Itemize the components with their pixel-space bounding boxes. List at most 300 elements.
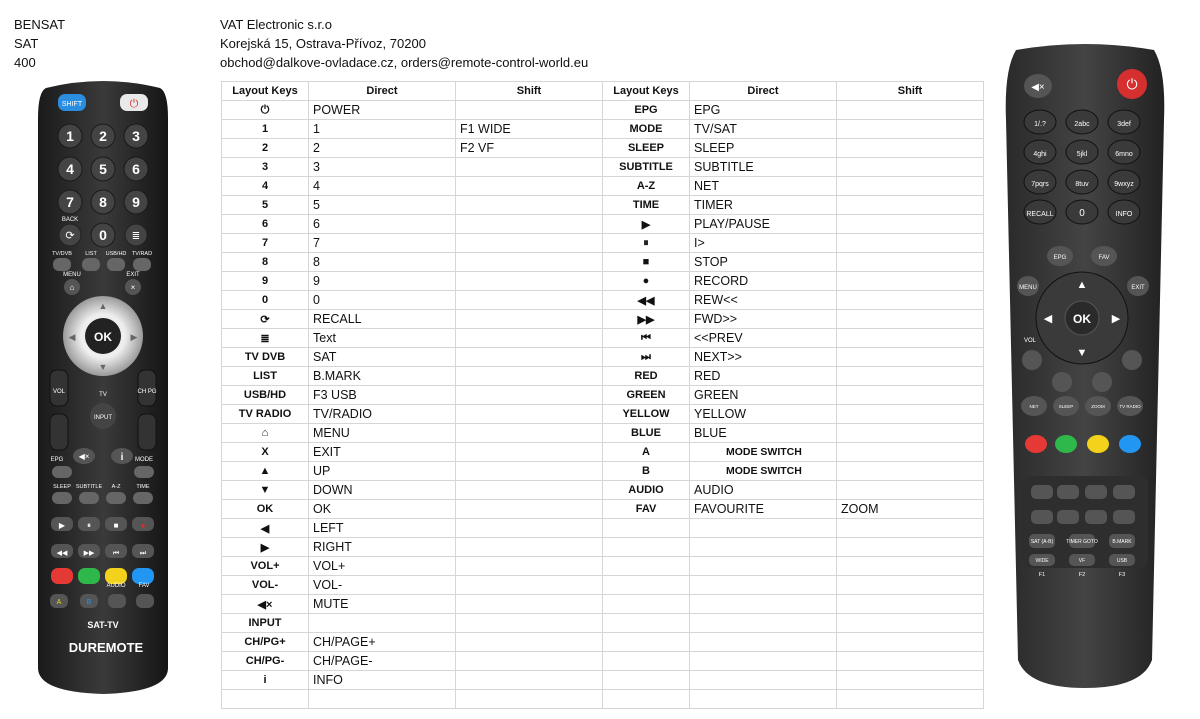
layout-key-cell	[603, 633, 690, 652]
shift-cell	[837, 196, 984, 215]
layout-key-cell	[603, 595, 690, 614]
layout-key-cell	[603, 576, 690, 595]
function-key	[53, 258, 71, 271]
vol-up-button	[1022, 350, 1042, 370]
layout-key-cell: ▶	[603, 215, 690, 234]
shift-cell	[456, 215, 603, 234]
direct-cell: 7	[309, 234, 456, 253]
shift-cell	[456, 291, 603, 310]
function-label: TV/RAD	[131, 251, 153, 257]
power-icon: ⏻	[129, 98, 139, 110]
key-label: INFO	[1115, 211, 1133, 218]
shift-cell: ZOOM	[837, 500, 984, 519]
shift-cell	[456, 500, 603, 519]
key-label: RECALL	[1026, 211, 1054, 218]
company-address: Korejská 15, Ostrava-Přívoz, 70200	[220, 36, 426, 51]
layout-key-cell	[222, 690, 309, 709]
epg-label: EPG	[50, 457, 64, 463]
table-row	[222, 386, 984, 405]
power-icon: ⏻	[1126, 76, 1138, 92]
direct-cell: AUDIO	[690, 481, 837, 500]
shift-cell	[837, 310, 984, 329]
digit-label: 0	[99, 227, 107, 243]
col-header: Direct	[309, 82, 456, 101]
shift-cell: F1 WIDE	[456, 120, 603, 139]
blue-key	[1119, 435, 1141, 453]
layout-key-cell: 6	[222, 215, 309, 234]
table-row	[222, 443, 984, 462]
direct-cell: 6	[309, 215, 456, 234]
layout-key-cell: 2	[222, 139, 309, 158]
shift-cell	[837, 652, 984, 671]
table-row	[222, 519, 984, 538]
table-header-row	[222, 82, 984, 101]
layout-key-cell: GREEN	[603, 386, 690, 405]
media-icon: ▶▶	[83, 550, 95, 557]
ok-label: OK	[94, 330, 112, 344]
key-label: 4ghi	[1033, 151, 1047, 158]
table-row	[222, 557, 984, 576]
layout-key-cell: INPUT	[222, 614, 309, 633]
layout-key-cell	[603, 652, 690, 671]
yellow-key	[105, 568, 127, 584]
left-arrow-icon: ◀	[1043, 313, 1053, 325]
header-left	[14, 15, 65, 72]
media-icon: ●	[140, 521, 146, 530]
digit-label: 2	[99, 128, 107, 144]
bottom-key-label: SAT (A-B)	[1030, 539, 1054, 545]
shift-cell	[456, 652, 603, 671]
media-key	[1057, 485, 1079, 499]
direct-cell: BLUE	[690, 424, 837, 443]
b-key-label: B	[86, 599, 92, 606]
function-label: ZOOM	[1091, 404, 1105, 409]
mode-key	[134, 466, 154, 478]
direct-cell	[690, 652, 837, 671]
direct-cell	[309, 690, 456, 709]
vol-down-key	[50, 414, 68, 450]
table-row	[222, 234, 984, 253]
direct-cell: 2	[309, 139, 456, 158]
subtitle-key	[79, 492, 99, 504]
direct-cell: VOL-	[309, 576, 456, 595]
key-mapping-table	[221, 81, 984, 709]
digit-label: 1	[66, 128, 74, 144]
layout-key-cell: ◀	[222, 519, 309, 538]
table-row	[222, 595, 984, 614]
direct-cell: EPG	[690, 101, 837, 120]
shift-cell	[456, 158, 603, 177]
green-key	[1055, 435, 1077, 453]
direct-cell: GREEN	[690, 386, 837, 405]
direct-cell	[690, 576, 837, 595]
input-label: INPUT	[94, 415, 112, 421]
key-label: 8tuv	[1075, 181, 1089, 188]
direct-cell	[690, 614, 837, 633]
az-label: A-Z	[111, 484, 121, 490]
shift-cell	[456, 348, 603, 367]
down-arrow-icon: ▼	[1076, 347, 1088, 359]
table-row	[222, 158, 984, 177]
vol-label: VOL	[1023, 338, 1037, 344]
direct-cell: RECORD	[690, 272, 837, 291]
text-icon: ≣	[131, 231, 141, 242]
layout-key-cell: LIST	[222, 367, 309, 386]
digit-label: 5	[99, 161, 107, 177]
col-header: Direct	[690, 82, 837, 101]
f-key-label: F3	[1118, 572, 1126, 578]
direct-cell: MUTE	[309, 595, 456, 614]
table-row	[222, 101, 984, 120]
ch-label: CH PG	[137, 389, 157, 395]
media-icon: ⏮	[112, 550, 120, 557]
shift-cell	[837, 595, 984, 614]
key-label: 5jkl	[1076, 151, 1088, 158]
direct-cell: NET	[690, 177, 837, 196]
layout-key-cell	[603, 690, 690, 709]
direct-cell: 5	[309, 196, 456, 215]
table-row	[222, 405, 984, 424]
direct-cell: MODE SWITCH	[690, 462, 837, 481]
direct-cell: 8	[309, 253, 456, 272]
direct-cell: FWD>>	[690, 310, 837, 329]
close-icon: ×	[130, 283, 136, 292]
col-header: Layout Keys	[603, 82, 690, 101]
direct-cell: DOWN	[309, 481, 456, 500]
brand-name: BENSAT	[14, 17, 66, 32]
direct-cell: SUBTITLE	[690, 158, 837, 177]
direct-cell: 0	[309, 291, 456, 310]
device-type: SAT	[14, 36, 39, 51]
direct-cell: B.MARK	[309, 367, 456, 386]
shift-cell	[837, 101, 984, 120]
shift-label: SHIFT	[61, 101, 83, 108]
layout-key-cell: ⌂	[222, 424, 309, 443]
right-arrow-icon: ▶	[130, 332, 138, 342]
media-key	[1085, 510, 1107, 524]
shift-cell	[837, 405, 984, 424]
layout-key-cell: ⏸	[603, 234, 690, 253]
shift-cell	[837, 291, 984, 310]
layout-key-cell: 0	[222, 291, 309, 310]
layout-key-cell: TIME	[603, 196, 690, 215]
ch-down-key	[138, 414, 156, 450]
bottom-key-label: USB	[1116, 558, 1128, 564]
layout-key-cell: VOL+	[222, 557, 309, 576]
direct-cell: MENU	[309, 424, 456, 443]
layout-key-cell: 7	[222, 234, 309, 253]
table-row	[222, 424, 984, 443]
function-key	[107, 258, 125, 271]
shift-cell	[837, 367, 984, 386]
table-row	[222, 253, 984, 272]
direct-cell: <<PREV	[690, 329, 837, 348]
red-key	[1025, 435, 1047, 453]
vol-label: VOL	[52, 389, 66, 395]
layout-key-cell: EPG	[603, 101, 690, 120]
mode-label: MODE	[135, 457, 153, 463]
layout-key-cell: ▶▶	[603, 310, 690, 329]
shift-cell	[456, 576, 603, 595]
bottom-key-label: WIDE	[1035, 558, 1049, 564]
layout-key-cell: 4	[222, 177, 309, 196]
direct-cell: STOP	[690, 253, 837, 272]
function-label: TV/DVB	[52, 251, 72, 257]
shift-cell	[456, 633, 603, 652]
direct-cell: TV/RADIO	[309, 405, 456, 424]
layout-key-cell: X	[222, 443, 309, 462]
media-key	[1031, 510, 1053, 524]
layout-key-cell: YELLOW	[603, 405, 690, 424]
table-row	[222, 272, 984, 291]
function-key	[133, 258, 151, 271]
ch-down-button	[1092, 372, 1112, 392]
fav-label: FAV	[138, 583, 150, 589]
direct-cell	[690, 671, 837, 690]
blue-key	[132, 568, 154, 584]
direct-cell	[690, 595, 837, 614]
shift-cell	[456, 310, 603, 329]
epg-label: EPG	[1053, 255, 1067, 261]
up-arrow-icon: ▲	[1076, 279, 1088, 291]
table-row	[222, 500, 984, 519]
shift-cell	[837, 348, 984, 367]
layout-key-cell: TV DVB	[222, 348, 309, 367]
back-label: BACK	[61, 217, 79, 223]
sleep-key	[52, 492, 72, 504]
direct-cell: VOL+	[309, 557, 456, 576]
layout-key-cell: 1	[222, 120, 309, 139]
shift-cell	[837, 576, 984, 595]
left-arrow-icon: ◀	[68, 332, 76, 342]
digit-label: 6	[132, 161, 140, 177]
direct-cell: RECALL	[309, 310, 456, 329]
time-label: TIME	[136, 484, 150, 490]
layout-key-cell: AUDIO	[603, 481, 690, 500]
shift-cell	[456, 595, 603, 614]
media-key	[1113, 485, 1135, 499]
direct-cell: NEXT>>	[690, 348, 837, 367]
exit-label: EXIT	[126, 272, 140, 278]
layout-key-cell: 8	[222, 253, 309, 272]
direct-cell	[690, 519, 837, 538]
shift-cell	[456, 234, 603, 253]
a-key-label: A	[56, 599, 62, 606]
shift-cell	[837, 329, 984, 348]
company-emails: obchod@dalkove-ovladace.cz, orders@remote-control-world.eu	[220, 55, 589, 70]
direct-cell: SAT	[309, 348, 456, 367]
key-label: 0	[1079, 208, 1085, 219]
layout-key-cell: ■	[603, 253, 690, 272]
direct-cell: LEFT	[309, 519, 456, 538]
layout-key-cell: ▶	[222, 538, 309, 557]
shift-cell	[456, 424, 603, 443]
direct-cell: 3	[309, 158, 456, 177]
ok-label: OK	[1073, 312, 1091, 326]
shift-cell	[837, 538, 984, 557]
layout-key-cell: ◀◀	[603, 291, 690, 310]
function-key	[82, 258, 100, 271]
layout-key-cell: ▼	[222, 481, 309, 500]
shift-cell	[837, 215, 984, 234]
direct-cell: RIGHT	[309, 538, 456, 557]
media-key	[1031, 485, 1053, 499]
shift-cell: F2 VF	[456, 139, 603, 158]
function-label: USB/HD	[105, 251, 127, 257]
layout-key-cell: ⏻	[222, 101, 309, 120]
shift-cell	[456, 671, 603, 690]
digit-label: 3	[132, 128, 140, 144]
shift-cell	[456, 101, 603, 120]
direct-cell: 9	[309, 272, 456, 291]
table-row	[222, 177, 984, 196]
direct-cell: SLEEP	[690, 139, 837, 158]
layout-key-cell: B	[603, 462, 690, 481]
vol-up-key	[50, 370, 68, 406]
media-icon: ■	[113, 521, 119, 530]
subtitle-label: SUBTITLE	[75, 484, 103, 490]
shift-cell	[837, 177, 984, 196]
media-key	[1113, 510, 1135, 524]
key-label: 2abc	[1074, 121, 1090, 128]
mute-icon: ◀×	[1031, 82, 1045, 93]
media-icon: ⏭	[139, 550, 147, 557]
direct-cell: UP	[309, 462, 456, 481]
table-row	[222, 481, 984, 500]
tv-label: TV	[99, 392, 107, 398]
layout-key-cell	[603, 671, 690, 690]
shift-cell	[837, 690, 984, 709]
bottom-key-label: VF	[1078, 558, 1086, 564]
time-key	[133, 492, 153, 504]
shift-cell	[456, 367, 603, 386]
shift-cell	[837, 481, 984, 500]
shift-cell	[456, 196, 603, 215]
direct-cell: CH/PAGE-	[309, 652, 456, 671]
key-label: 7pqrs	[1031, 181, 1049, 188]
table-row	[222, 538, 984, 557]
shift-cell	[837, 424, 984, 443]
layout-key-cell: RED	[603, 367, 690, 386]
shift-cell	[456, 462, 603, 481]
layout-key-cell: ⏮	[603, 329, 690, 348]
key-label: 6mno	[1115, 151, 1133, 158]
layout-key-cell: SUBTITLE	[603, 158, 690, 177]
shift-cell	[456, 481, 603, 500]
shift-cell	[456, 690, 603, 709]
direct-cell: I>	[690, 234, 837, 253]
model-label: SAT-TV	[87, 620, 119, 630]
direct-cell	[690, 557, 837, 576]
layout-key-cell: SLEEP	[603, 139, 690, 158]
direct-cell: Text	[309, 329, 456, 348]
direct-cell: OK	[309, 500, 456, 519]
layout-key-cell: i	[222, 671, 309, 690]
digit-label: 8	[99, 194, 107, 210]
layout-key-cell	[603, 614, 690, 633]
col-header: Shift	[837, 82, 984, 101]
layout-key-cell: A	[603, 443, 690, 462]
menu-label: MENU	[63, 272, 81, 278]
brand-logo: DUREMOTE	[68, 640, 144, 655]
fav-label: FAV	[1098, 255, 1110, 261]
media-icon: ◀◀	[56, 550, 68, 557]
media-icon: ▶	[58, 521, 66, 530]
key-label: 3def	[1117, 121, 1131, 128]
shift-cell	[456, 405, 603, 424]
layout-key-cell	[603, 538, 690, 557]
media-icon: ⏸	[87, 521, 91, 530]
shift-cell	[837, 671, 984, 690]
shift-cell	[837, 234, 984, 253]
layout-key-cell: ⟳	[222, 310, 309, 329]
shift-cell	[456, 329, 603, 348]
shift-cell	[837, 614, 984, 633]
exit-label: EXIT	[1131, 285, 1145, 291]
layout-key-cell	[603, 557, 690, 576]
table-row	[222, 196, 984, 215]
shift-cell	[837, 557, 984, 576]
function-label: SLEEP	[1058, 404, 1074, 409]
shift-cell	[837, 253, 984, 272]
shift-cell	[837, 139, 984, 158]
f-key-label: F2	[1078, 572, 1086, 578]
layout-key-cell: VOL-	[222, 576, 309, 595]
layout-key-cell: A-Z	[603, 177, 690, 196]
shift-cell	[456, 177, 603, 196]
function-label: TV RADIO	[1119, 404, 1141, 409]
home-icon: ⌂	[69, 283, 75, 292]
shift-cell	[456, 557, 603, 576]
direct-cell: INFO	[309, 671, 456, 690]
layout-key-cell: BLUE	[603, 424, 690, 443]
layout-key-cell: ●	[603, 272, 690, 291]
bottom-key-label: TIMER GOTO	[1066, 539, 1098, 545]
vol-down-button	[1052, 372, 1072, 392]
shift-cell	[837, 443, 984, 462]
layout-key-cell	[603, 519, 690, 538]
direct-cell: 1	[309, 120, 456, 139]
shift-cell	[456, 253, 603, 272]
layout-key-cell: ⏭	[603, 348, 690, 367]
key-label: 1/.?	[1034, 121, 1046, 128]
direct-cell: TIMER	[690, 196, 837, 215]
yellow-key	[1087, 435, 1109, 453]
layout-key-cell: TV RADIO	[222, 405, 309, 424]
sleep-label: SLEEP	[53, 484, 71, 490]
direct-cell: YELLOW	[690, 405, 837, 424]
layout-key-cell: MODE	[603, 120, 690, 139]
digit-label: 9	[132, 194, 140, 210]
shift-cell	[456, 538, 603, 557]
layout-key-cell: 3	[222, 158, 309, 177]
digit-label: 7	[66, 194, 74, 210]
ch-up-button	[1122, 350, 1142, 370]
header-right	[220, 15, 588, 72]
layout-key-cell: FAV	[603, 500, 690, 519]
direct-cell	[690, 690, 837, 709]
direct-cell: TV/SAT	[690, 120, 837, 139]
direct-cell	[690, 633, 837, 652]
table-row	[222, 690, 984, 709]
shift-cell	[837, 462, 984, 481]
table-row	[222, 348, 984, 367]
shift-cell	[837, 272, 984, 291]
az-key	[106, 492, 126, 504]
direct-cell: POWER	[309, 101, 456, 120]
shift-cell	[456, 519, 603, 538]
shift-cell	[837, 633, 984, 652]
